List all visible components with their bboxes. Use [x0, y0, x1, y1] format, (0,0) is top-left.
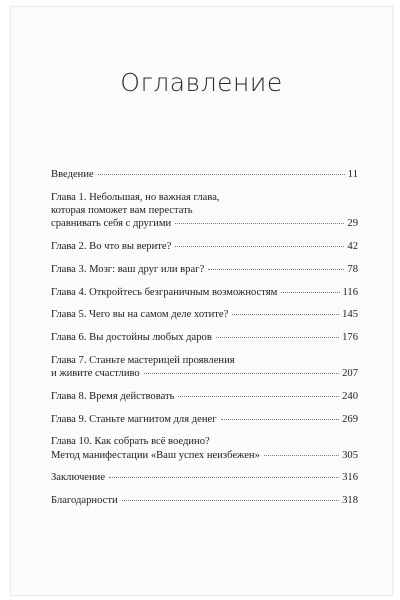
toc-page-number: 305 [342, 449, 358, 461]
toc-entry-line [51, 204, 358, 217]
toc-entry [51, 168, 358, 181]
dot-leader [122, 500, 339, 501]
toc-page-number: 78 [347, 263, 358, 275]
toc-entry-line [51, 367, 358, 380]
toc-entry-title: Заключение [51, 472, 106, 484]
toc-entry [51, 390, 358, 403]
toc-entry [51, 494, 358, 507]
toc-entry [51, 331, 358, 344]
toc-entry-title: которая поможет вам перестать [51, 204, 193, 216]
dot-leader [208, 269, 344, 270]
toc-page-number: 207 [342, 368, 358, 380]
toc-entry-line [51, 191, 358, 204]
toc-entry-title: Глава 6. Вы достойны любых даров [51, 332, 212, 344]
toc-entry-line [51, 471, 358, 484]
toc-page-number: 176 [342, 332, 358, 344]
toc-entry-line [51, 168, 358, 181]
toc-page-number: 116 [342, 286, 358, 298]
toc-entry-title: Глава 8. Время действовать [51, 390, 175, 402]
toc-entry-line [51, 286, 358, 299]
toc-entry [51, 471, 358, 484]
toc-entry-line [51, 263, 358, 276]
toc-entry-line [51, 308, 358, 321]
toc-entry-title: и живите счастливо [51, 368, 140, 380]
toc-page-number: 42 [347, 240, 358, 252]
toc-entry-title: Глава 7. Станьте мастерицей проявления [51, 354, 235, 366]
toc-entry-title: Глава 5. Чего вы на самом деле хотите? [51, 309, 229, 321]
toc-page-number: 145 [342, 309, 358, 321]
toc-entry [51, 413, 358, 426]
dot-leader [232, 314, 339, 315]
toc-entry-title: сравнивать себя с другими [51, 218, 172, 230]
dot-leader [264, 455, 339, 456]
toc-entry-title: Глава 10. Как собрать всё воедино? [51, 436, 210, 448]
toc-entry-title: Глава 4. Откройтесь безграничным возможностям [51, 286, 278, 298]
toc-entry [51, 263, 358, 276]
toc-page-number: 316 [342, 472, 358, 484]
toc-page-number: 240 [342, 390, 358, 402]
toc-entry [51, 435, 358, 461]
page-title: Оглавление [120, 68, 283, 97]
toc-page-number: 269 [342, 413, 358, 425]
dot-leader [109, 477, 339, 478]
toc-entry-line [51, 494, 358, 507]
toc-entry-title: Глава 1. Небольшая, но важная глава, [51, 191, 220, 203]
dot-leader [175, 246, 344, 247]
toc-entry-title: Введение [51, 169, 94, 180]
toc-entry [51, 308, 358, 321]
toc-entry-line [51, 435, 358, 448]
toc-page-number: 29 [347, 218, 358, 230]
dot-leader [178, 396, 339, 397]
toc-entry [51, 191, 358, 231]
toc-entry [51, 240, 358, 253]
toc-entry-line [51, 354, 358, 367]
toc-entry-line [51, 217, 358, 230]
toc-entry [51, 354, 358, 380]
toc-entry-title: Метод манифестации «Ваш успех неизбежен» [51, 449, 260, 461]
table-of-contents [51, 168, 358, 517]
toc-entry-line [51, 413, 358, 426]
toc-entry-title: Благодарности [51, 495, 118, 507]
book-page [10, 6, 393, 596]
dot-leader [175, 223, 344, 224]
toc-page-number: 318 [342, 495, 358, 507]
dot-leader [144, 373, 339, 374]
toc-entry-title: Глава 3. Мозг: ваш друг или враг? [51, 263, 205, 275]
toc-entry-line [51, 390, 358, 403]
toc-entry-title: Глава 2. Во что вы верите? [51, 240, 172, 252]
toc-entry [51, 286, 358, 299]
dot-leader [98, 174, 345, 175]
dot-leader [216, 337, 339, 338]
toc-page-number: 11 [347, 169, 358, 180]
dot-leader [221, 419, 340, 420]
toc-entry-title: Глава 9. Станьте магнитом для денег [51, 413, 217, 425]
dot-leader [281, 292, 339, 293]
toc-entry-line [51, 449, 358, 462]
toc-entry-line [51, 331, 358, 344]
toc-entry-line [51, 240, 358, 253]
